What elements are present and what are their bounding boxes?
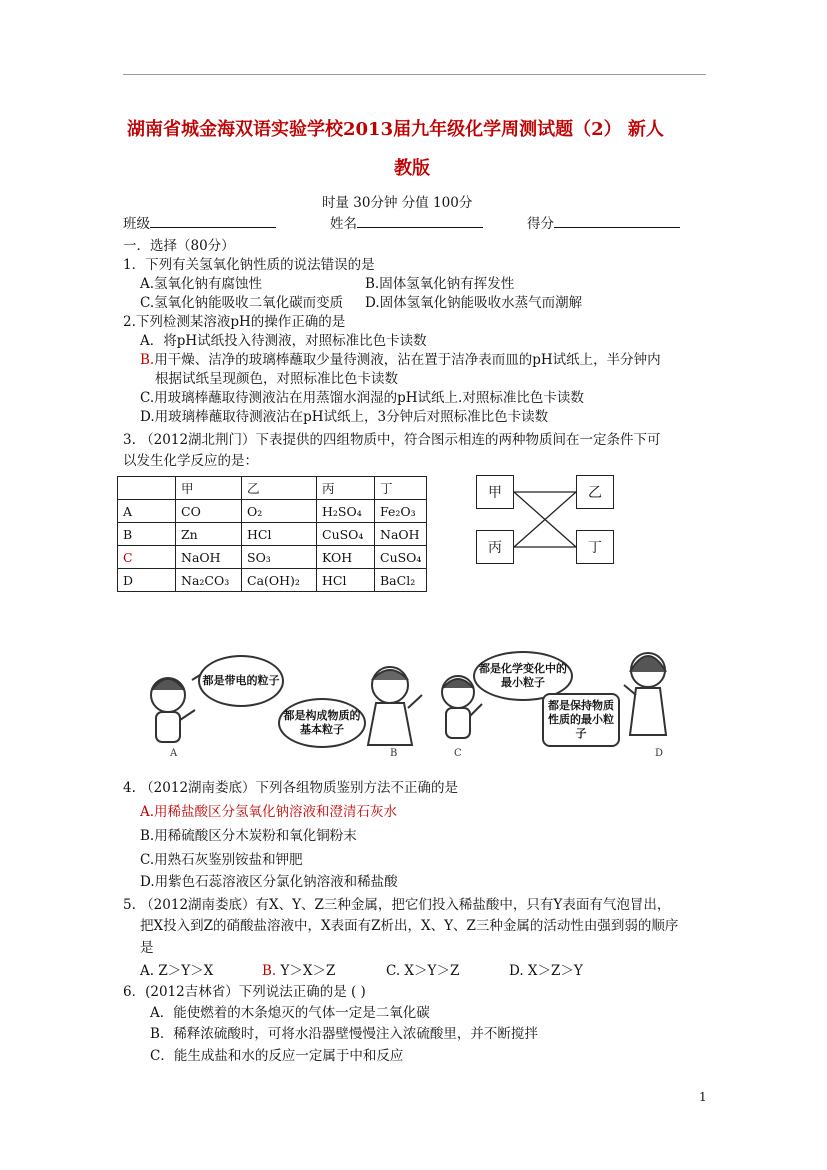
q5-option-d: D. X＞Z＞Y bbox=[509, 963, 583, 979]
table-cell: Na₂CO₃ bbox=[176, 569, 242, 592]
kid-d-icon bbox=[624, 653, 666, 735]
kid-a-icon bbox=[151, 678, 195, 742]
speech-bubble-b: 都是构成物质的基本粒子 bbox=[278, 698, 366, 748]
table-cell: KOH bbox=[317, 546, 375, 569]
q5-option-a: A. Z＞Y＞X bbox=[140, 963, 214, 979]
q2-option-a: A．将pH试纸投入待测液，对照标准比色卡读数 bbox=[140, 333, 427, 349]
table-row bbox=[118, 500, 427, 523]
q3-table bbox=[117, 476, 427, 592]
q3-stem-line1: 3. （2012湖北荆门）下表提供的四组物质中，符合图示相连的两种物质间在一定条件下可 bbox=[123, 432, 661, 448]
q1-option-d: D.固体氢氧化钠能吸收水蒸气而潮解 bbox=[365, 295, 583, 311]
q5-option-b-letter: B. bbox=[262, 963, 277, 979]
q5-stem-line3: 是 bbox=[140, 940, 154, 956]
page-number: 1 bbox=[699, 1090, 707, 1104]
table-cell: H₂SO₄ bbox=[317, 500, 375, 523]
table-cell: A bbox=[118, 500, 176, 523]
class-label: 班级 bbox=[123, 216, 150, 232]
table-cell: Zn bbox=[176, 523, 242, 546]
table-cell: D bbox=[118, 569, 176, 592]
table-header-cell bbox=[118, 477, 176, 500]
table-cell: CO bbox=[176, 500, 242, 523]
q5-option-c: C. X＞Y＞Z bbox=[386, 963, 460, 979]
table-cell: C bbox=[118, 546, 176, 569]
table-cell: B bbox=[118, 523, 176, 546]
table-row bbox=[118, 569, 427, 592]
q3-stem-line2: 以发生化学反应的是： bbox=[123, 453, 258, 469]
table-row bbox=[118, 546, 427, 569]
q5-stem-line1: 5. （2012湖南娄底）有X、Y、Z三种金属，把它们投入稀盐酸中，只有Y表面有气泡冒出， bbox=[123, 897, 671, 913]
speech-bubble-a: 都是带电的粒子 bbox=[198, 655, 284, 707]
cartoon-label-b: B bbox=[390, 748, 398, 759]
q6-option-c: C．能生成盐和水的反应一定属于中和反应 bbox=[150, 1048, 404, 1064]
q4-option-d: D.用紫色石蕊溶液区分氯化钠溶液和稀盐酸 bbox=[140, 874, 398, 890]
score-field bbox=[527, 212, 680, 232]
table-cell: CuSO₄ bbox=[317, 523, 375, 546]
table-cell: BaCl₂ bbox=[375, 569, 427, 592]
class-field bbox=[123, 212, 276, 232]
q1-option-b: B.固体氢氧化钠有挥发性 bbox=[365, 276, 515, 292]
q4-option-c: C.用熟石灰鉴别铵盐和钾肥 bbox=[140, 852, 303, 868]
q2-option-b-text: 用干燥、洁净的玻璃棒蘸取少量待测液，沾在置于洁净表而皿的pH试纸上，半分钟内 bbox=[154, 352, 661, 368]
q1-stem: 1．下列有关氢氧化钠性质的说法错误的是 bbox=[123, 257, 375, 273]
q6-option-a: A．能使燃着的木条熄灭的气体一定是二氧化碳 bbox=[150, 1005, 430, 1021]
meta-line: 时量 30分钟 分值 100分 bbox=[322, 195, 473, 211]
q2-option-d: D.用玻璃棒蘸取待测液沾在pH试纸上，3分钟后对照标准比色卡读数 bbox=[140, 409, 549, 425]
q2-option-c: C.用玻璃棒蘸取待测液沾在用蒸馏水润湿的pH试纸上.对照标准比色卡读数 bbox=[140, 390, 584, 406]
table-cell: HCl bbox=[242, 523, 317, 546]
q2-option-b-line2: 根据试纸呈现颜色，对照标准比色卡读数 bbox=[155, 371, 398, 387]
cartoon-label-a: A bbox=[170, 748, 178, 759]
q6-option-b: B．稀释浓硫酸时，可将水沿器壁慢慢注入浓硫酸里，并不断搅拌 bbox=[150, 1026, 538, 1042]
header-rule bbox=[123, 74, 706, 75]
table-header-cell: 丙 bbox=[317, 477, 375, 500]
table-cell: CuSO₄ bbox=[375, 546, 427, 569]
score-blank bbox=[554, 213, 680, 228]
diagram-box-yi: 乙 bbox=[576, 475, 614, 509]
table-header-row bbox=[118, 477, 427, 500]
cartoon-label-c: C bbox=[454, 748, 462, 759]
title-line-2: 教版 bbox=[394, 158, 430, 179]
diagram-box-bing: 丙 bbox=[476, 530, 514, 564]
table-cell: O₂ bbox=[242, 500, 317, 523]
title-line-1: 湖南省城金海双语实验学校2013届九年级化学周测试题（2） 新人 bbox=[127, 119, 664, 140]
q4-option-a: A.用稀盐酸区分氢氧化钠溶液和澄清石灰水 bbox=[140, 804, 398, 820]
table-cell: SO₃ bbox=[242, 546, 317, 569]
name-blank bbox=[357, 213, 483, 228]
class-blank bbox=[150, 213, 276, 228]
q5-option-b-text: Y＞X＞Z bbox=[276, 963, 336, 979]
table-cell: Fe₂O₃ bbox=[375, 500, 427, 523]
cartoon-label-d: D bbox=[655, 748, 664, 759]
q5-stem-line2: 把X投入到Z的硝酸盐溶液中，X表面有Z析出，X、Y、Z三种金属的活动性由强到弱的顺序 bbox=[140, 918, 679, 934]
kid-b-icon bbox=[368, 667, 422, 745]
table-cell: NaOH bbox=[176, 546, 242, 569]
name-field bbox=[330, 212, 483, 232]
table-row bbox=[118, 523, 427, 546]
q2-option-b-line1 bbox=[140, 348, 661, 368]
score-label: 得分 bbox=[527, 216, 554, 232]
q1-option-c: C.氢氧化钠能吸收二氧化碳而变质 bbox=[140, 295, 344, 311]
table-cell: Ca(OH)₂ bbox=[242, 569, 317, 592]
q2-option-b-letter: B. bbox=[140, 352, 155, 368]
q5-option-b bbox=[262, 959, 335, 979]
q1-option-a: A.氢氧化钠有腐蚀性 bbox=[140, 276, 263, 292]
q6-stem: 6．(2012吉林省）下列说法正确的是 ( ) bbox=[123, 984, 366, 1000]
diagram-box-jia: 甲 bbox=[476, 475, 514, 509]
q4-option-b: B.用稀硫酸区分木炭粉和氧化铜粉末 bbox=[140, 828, 357, 844]
name-label: 姓名 bbox=[330, 216, 357, 232]
diagram-box-ding: 丁 bbox=[576, 530, 614, 564]
q4-stem: 4. （2012湖南娄底）下列各组物质鉴别方法不正确的是 bbox=[123, 780, 459, 796]
table-cell: HCl bbox=[317, 569, 375, 592]
q2-stem: 2.下列检测某溶液pH的操作正确的是 bbox=[123, 314, 346, 330]
section-heading: 一．选择（80分） bbox=[123, 238, 235, 254]
speech-bubble-d: 都是保持物质性质的最小粒子 bbox=[542, 693, 620, 747]
speech-bubble-c: 都是化学变化中的最小粒子 bbox=[473, 651, 573, 701]
table-header-cell: 乙 bbox=[242, 477, 317, 500]
table-header-cell: 甲 bbox=[176, 477, 242, 500]
table-header-cell: 丁 bbox=[375, 477, 427, 500]
table-cell: NaOH bbox=[375, 523, 427, 546]
